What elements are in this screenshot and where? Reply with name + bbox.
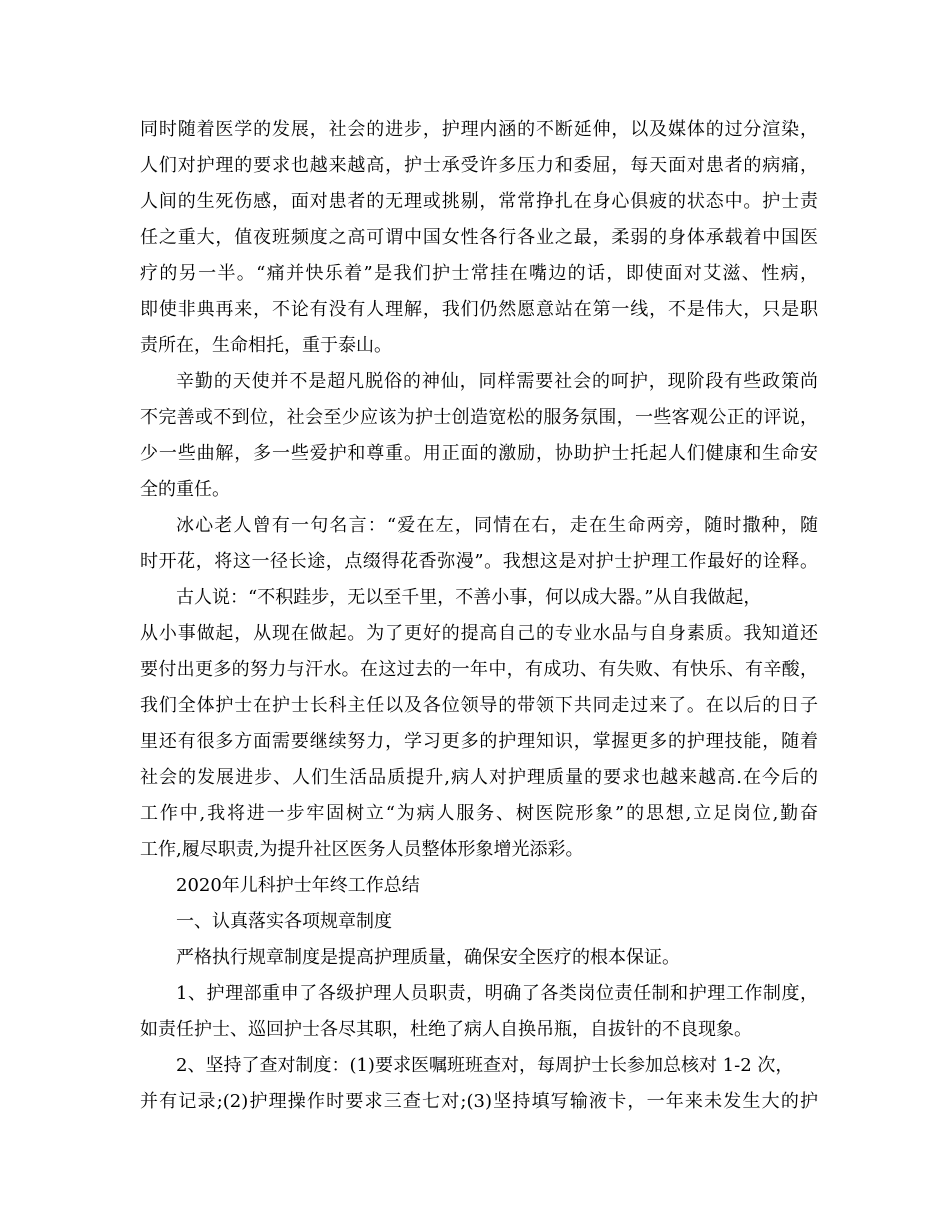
text-line: 如责任护士、巡回护士各尽其职，杜绝了病人自换吊瓶，自拔针的不良现象。 [140,1019,752,1040]
list-item: 2、坚持了查对制度：(1)要求医嘱班班查对，每周护士长参加总核对 1-2 次， [176,1055,794,1076]
text-line: 责所在，生命相托，重于泰山。 [140,335,392,356]
text-line: 古人说：“不积跬步，无以至千里，不善小事，何以成大器。”从自我做起， [176,587,762,608]
text-line: 我们全体护士在护士长科主任以及各位领导的带领下共同走过来了。在以后的日子 [140,695,818,716]
text-line: 全的重任。 [140,479,230,500]
text-line: 从小事做起，从现在做起。为了更好的提高自己的专业水品与自身素质。我知道还 [140,623,818,644]
text-line: 人间的生死伤感，面对患者的无理或挑剔，常常挣扎在身心俱疲的状态中。护士责 [140,191,818,212]
text-line: 任之重大，值夜班频度之高可谓中国女性各行各业之最，柔弱的身体承载着中国医 [140,227,818,248]
text-line: 并有记录;(2)护理操作时要求三查七对;(3)坚持填写输液卡，一年来未发生大的护 [140,1091,818,1112]
text-line: 工作,履尽职责,为提升社区医务人员整体形象增光添彩。 [140,839,584,860]
text-line: 时开花，将这一径长途，点缀得花香弥漫”。我想这是对护士护理工作最好的诠释。 [140,551,818,572]
section-title: 2020年儿科护士年终工作总结 [176,875,420,896]
section-heading: 一、认真落实各项规章制度 [176,911,392,932]
text-line: 少一些曲解，多一些爱护和尊重。用正面的激励，协助护士托起人们健康和生命安 [140,443,818,464]
text-line: 疗的另一半。“痛并快乐着”是我们护士常挂在嘴边的话，即使面对艾滋、性病， [140,263,818,284]
text-line: 社会的发展进步、人们生活品质提升,病人对护理质量的要求也越来越高.在今后的 [140,767,818,788]
text-line: 里还有很多方面需要继续努力，学习更多的护理知识，掌握更多的护理技能，随着 [140,731,818,752]
document-page [140,112,818,1120]
text-line: 人们对护理的要求也越来越高，护士承受许多压力和委屈，每天面对患者的病痛， [140,155,818,176]
text-line: 严格执行规章制度是提高护理质量，确保安全医疗的根本保证。 [176,947,680,968]
text-line: 不完善或不到位，社会至少应该为护士创造宽松的服务氛围，一些客观公正的评说， [140,407,818,428]
text-line: 要付出更多的努力与汗水。在这过去的一年中，有成功、有失败、有快乐、有辛酸， [140,659,818,680]
text-line: 即使非典再来，不论有没有人理解，我们仍然愿意站在第一线，不是伟大，只是职 [140,299,818,320]
list-item: 1、护理部重申了各级护理人员职责，明确了各类岗位责任制和护理工作制度， [176,983,818,1004]
text-line: 冰心老人曾有一句名言：“爱在左，同情在右，走在生命两旁，随时撒种，随 [176,515,818,536]
text-line: 同时随着医学的发展，社会的进步，护理内涵的不断延伸，以及媒体的过分渲染， [140,119,818,140]
text-line: 辛勤的天使并不是超凡脱俗的神仙，同样需要社会的呵护，现阶段有些政策尚 [176,371,818,392]
text-line: 工作中,我将进一步牢固树立“为病人服务、树医院形象”的思想,立足岗位,勤奋 [140,803,818,824]
